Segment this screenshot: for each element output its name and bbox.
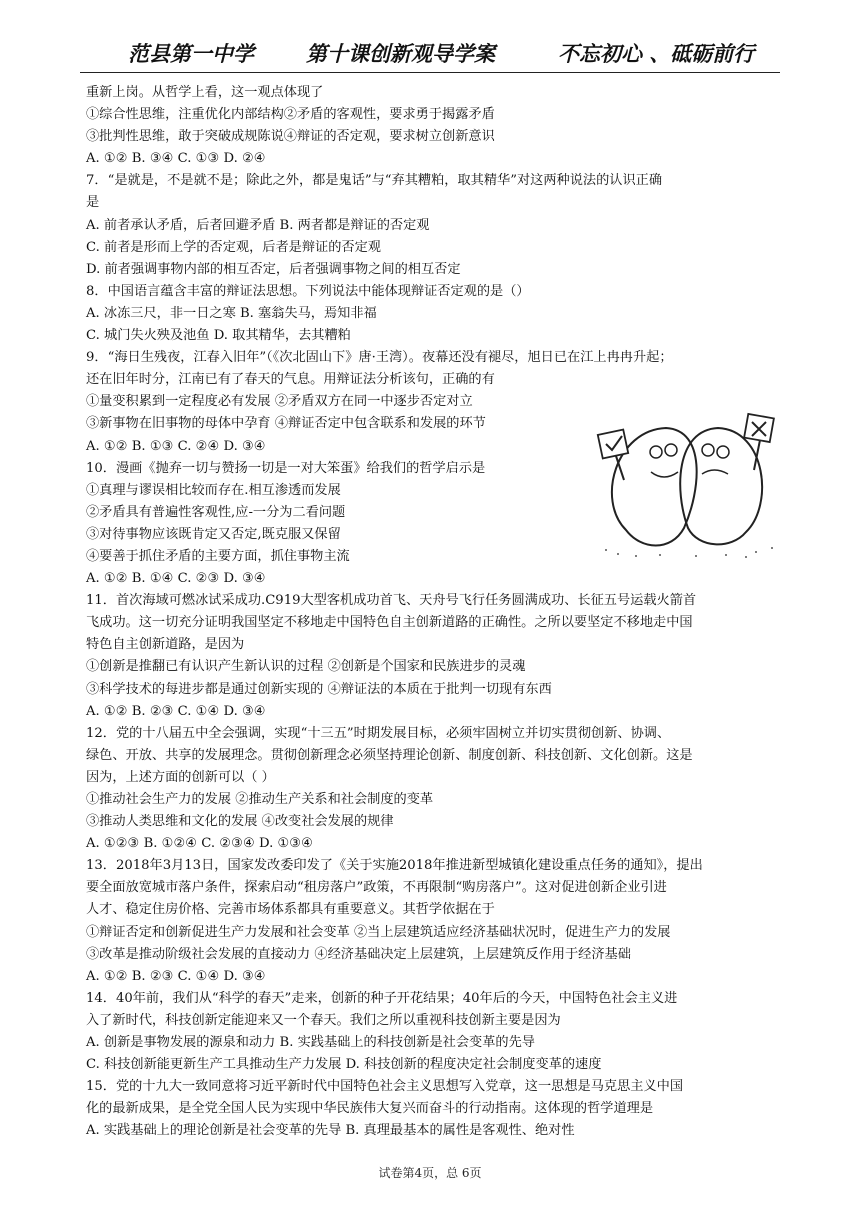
text-line: ①量变积累到一定程度必有发展 ②矛盾双方在同一中逐步否定对立 — [86, 394, 473, 410]
text-line: 13．2018年3月13日，国家发改委印发了《关于实施2018年推进新型城镇化建设重点任务的通知》，提出 — [86, 858, 703, 874]
text-line: A. ①② B. ①③ C. ②④ D. ③④ — [86, 438, 266, 454]
text-line: ③批判性思维，敢于突破成规陈说④辩证的否定观，要求树立创新意识 — [86, 129, 495, 145]
text-line: 8．中国语言蕴含丰富的辩证法思想。下列说法中能体现辩证否定观的是（） — [86, 283, 530, 299]
text-line: ③对待事物应该既肯定又否定,既克服又保留 — [86, 526, 341, 542]
text-line: ③科学技术的每进步都是通过创新实现的 ④辩证法的本质在于批判一切现有东西 — [86, 681, 552, 697]
text-line: A. ①② B. ②③ C. ①④ D. ③④ — [86, 703, 266, 719]
cartoon-illustration — [596, 410, 782, 560]
text-line: D. 前者强调事物内部的相互否定，后者强调事物之间的相互否定 — [86, 261, 461, 277]
text-line: 飞成功。这一切充分证明我国坚定不移地走中国特色自主创新道路的正确性。之所以要坚定不移地走中国 — [86, 615, 693, 631]
text-line: 人才、稳定住房价格、完善市场体系都具有重要意义。其哲学依据在于 — [86, 902, 495, 918]
text-line: 15．党的十九大一致同意将习近平新时代中国特色社会主义思想写入党章，这一思想是马克思主义中国 — [86, 1079, 684, 1095]
text-line: ①创新是推翻已有认识产生新认识的过程 ②创新是个国家和民族进步的灵魂 — [86, 659, 526, 675]
text-line: ①辩证否定和创新促进生产力发展和社会变革 ②当上层建筑适应经济基础状况时，促进生产力的发展 — [86, 924, 671, 940]
text-line: A. ①②③ B. ①②④ C. ②③④ D. ①③④ — [86, 836, 313, 852]
text-line: 重新上岗。从哲学上看，这一观点体现了 — [86, 85, 324, 100]
text-line: 12．党的十八届五中全会强调，实现“十三五”时期发展目标，必须牢固树立并切实贯彻创新、协调、 — [86, 725, 671, 741]
text-line: 10．漫画《抛弃一切与赞扬一切是一对大笨蛋》给我们的哲学启示是 — [86, 460, 486, 476]
text-line: A. 冰冻三尺，非一日之寒 B. 塞翁失马，焉知非福 — [86, 305, 377, 321]
text-line: 11．首次海域可燃冰试采成功.C919大型客机成功首飞、天舟号飞行任务圆满成功、长征五号运载火箭首 — [86, 593, 697, 609]
text-line: 化的最新成果，是全党全国人民为实现中华民族伟大复兴而奋斗的行动指南。这体现的哲学道理是 — [86, 1101, 654, 1117]
text-line: ①真理与谬误相比较而存在.相互渗透而发展 — [86, 482, 341, 498]
text-line: A. ①② B. ②③ C. ①④ D. ③④ — [86, 968, 266, 984]
text-line: ④要善于抓住矛盾的主要方面，抓住事物主流 — [86, 548, 350, 564]
text-line: ③改革是推动阶级社会发展的直接动力 ④经济基础决定上层建筑，上层建筑反作用于经济基础 — [86, 946, 631, 962]
text-line: C. 科技创新能更新生产工具推动生产力发展 D. 科技创新的程度决定社会制度变革的速度 — [86, 1057, 602, 1073]
text-line: 还在旧年时分，江南已有了春天的气息。用辩证法分析该句，正确的有 — [86, 372, 495, 388]
text-line: ①推动社会生产力的发展 ②推动生产关系和社会制度的变革 — [86, 792, 434, 807]
text-line: A. ①② B. ③④ C. ①③ D. ②④ — [86, 151, 266, 167]
text-line: 14．40年前，我们从“科学的春天”走来，创新的种子开花结果；40年后的今天，中国特色社会主义进 — [86, 990, 678, 1006]
text-line: 因为，上述方面的创新可以（ ） — [86, 769, 275, 785]
text-line: ②矛盾具有普遍性客观性,应-一分为二看问题 — [86, 504, 346, 520]
text-line: ①综合性思维，注重优化内部结构②矛盾的客观性，要求勇于揭露矛盾 — [86, 107, 495, 123]
text-line: 7．“是就是，不是就不是；除此之外，都是鬼话”与“弃其糟粕，取其精华”对这两种说法的认识正确 — [86, 173, 663, 189]
text-line: A. 前者承认矛盾，后者回避矛盾 B. 两者都是辩证的否定观 — [86, 217, 430, 233]
motto: 不忘初心 、砥砺前行 — [558, 42, 755, 66]
text-line: A. 创新是事物发展的源泉和动力 B. 实践基础上的科技创新是社会变革的先导 — [86, 1035, 535, 1051]
page-footer: 试卷第4页，总 6页 — [378, 1166, 482, 1180]
text-line: 绿色、开放、共享的发展理念。贯彻创新理念必须坚持理论创新、制度创新、科技创新、文化创新。这是 — [86, 747, 693, 763]
page-header — [80, 28, 780, 73]
text-line: C. 前者是形而上学的否定观，后者是辩证的否定观 — [86, 239, 381, 255]
school-name: 范县第一中学 — [128, 42, 254, 66]
text-line: 特色自主创新道路，是因为 — [86, 637, 245, 653]
text-line: 9．“海日生残夜，江春入旧年”（《次北固山下》唐·王湾）。夜幕还没有褪尽，旭日已在江上冉冉升起； — [86, 350, 673, 366]
text-line: ③新事物在旧事物的母体中孕育 ④辩证否定中包含联系和发展的环节 — [86, 416, 486, 432]
lesson-title: 第十课创新观导学案 — [306, 42, 495, 66]
text-line: 入了新时代，科技创新定能迎来又一个春天。我们之所以重视科技创新主要是因为 — [86, 1012, 561, 1028]
text-line: 是 — [86, 195, 100, 211]
text-line: C. 城门失火殃及池鱼 D. 取其精华，去其糟粕 — [86, 328, 351, 344]
question-text — [86, 82, 780, 1143]
text-line: 要全面放宽城市落户条件，探索启动“租房落户”政策，不再限制“购房落户”。这对促进创新企业引进 — [86, 880, 667, 896]
text-line: ③推动人类思维和文化的发展 ④改变社会发展的规律 — [86, 814, 394, 830]
text-line: A. 实践基础上的理论创新是社会变革的先导 B. 真理最基本的属性是客观性、绝对性 — [86, 1123, 575, 1139]
text-line: A. ①② B. ①④ C. ②③ D. ③④ — [86, 571, 266, 587]
